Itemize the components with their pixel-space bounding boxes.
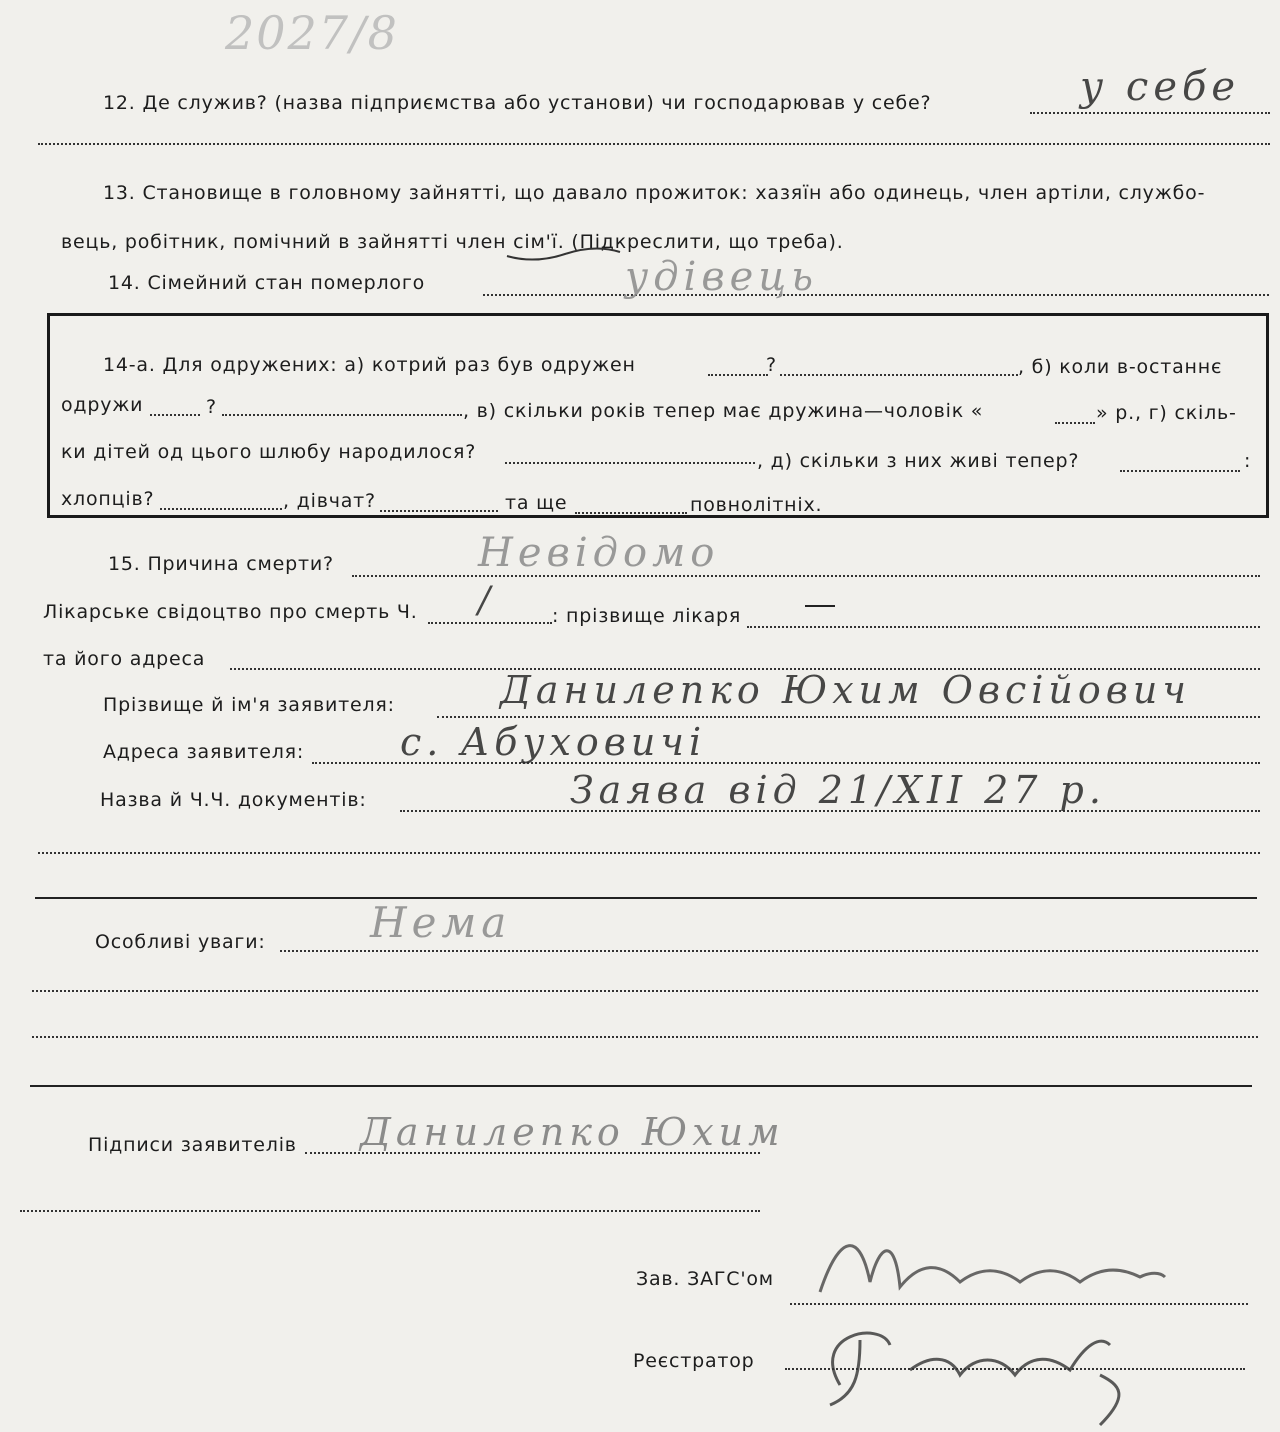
applicant-address-answer: с. Абуховичі	[400, 720, 707, 764]
applicant-address-label: Адреса заявителя:	[103, 741, 305, 763]
applicant-signatures-answer: Данилепко Юхим	[360, 1110, 785, 1154]
q14a-line-3a: ки дітей од цього шлюбу народилося?	[61, 441, 477, 463]
doctor-name-line	[747, 626, 1260, 628]
q14a-qmark-2: ?	[206, 396, 217, 418]
applicant-name-label: Прізвище й ім'я заявителя:	[103, 694, 395, 716]
documents-label: Назва й Ч.Ч. документів:	[100, 789, 367, 811]
q12-continuation-line	[38, 143, 1270, 145]
remarks-line-3	[32, 1036, 1258, 1038]
remarks-line-2	[32, 990, 1258, 992]
q14a-line-4c: та ще	[505, 492, 568, 514]
q13-line-2: вець, робітник, помічний в зайнятті член сім'ї. (Підкреслити, що треба).	[61, 231, 844, 253]
section-divider-1	[35, 897, 1257, 899]
remarks-line-1	[280, 950, 1258, 952]
medical-certificate-label: Лікарське свідоцтво про смерть Ч.	[43, 601, 418, 623]
archive-number: 2027/8	[225, 6, 399, 60]
q14a-dots-6	[505, 462, 755, 464]
q12-fill-line	[1030, 112, 1270, 114]
medical-number-dash: /	[478, 580, 496, 621]
q12-answer: у себе	[1080, 64, 1241, 110]
q14a-dots-7	[1120, 470, 1240, 472]
q14a-line-4a: хлопців?	[61, 488, 155, 510]
remarks-label: Особливі уваги:	[95, 931, 266, 953]
doctor-address-label: та його адреса	[43, 648, 206, 670]
q14a-line-2b: , в) скільки років тепер має дружина—чоловік «	[463, 400, 984, 422]
q14a-dots-10	[575, 512, 687, 514]
q12-label: 12. Де служив? (назва підприємства або установи) чи господарював у себе?	[103, 92, 932, 114]
documents-continuation-line	[38, 852, 1260, 854]
head-zags-signature	[800, 1222, 1180, 1312]
documents-answer: Заява від 21/XII 27 р.	[570, 768, 1106, 812]
q14a-line-4d: повнолітніх.	[690, 494, 823, 516]
q14a-dots-4	[222, 414, 462, 416]
q14a-line-3-colon: :	[1244, 450, 1252, 472]
q14a-dots-5	[1055, 422, 1095, 424]
q13-underline-mark	[505, 246, 625, 266]
applicant-name-answer: Данилепко Юхим Овсійович	[500, 668, 1191, 712]
q14a-line-2c: » р., г) скіль-	[1096, 402, 1237, 424]
applicant-signatures-label: Підписи заявителів	[88, 1134, 297, 1156]
q13-line-1: 13. Становище в головному зайнятті, що давало прожиток: хазяїн або одинець, член артіли, службо-	[103, 182, 1206, 204]
q14a-dots-2	[780, 374, 1018, 376]
q14a-line-2a: одружи	[61, 394, 144, 416]
remarks-answer: Нема	[370, 898, 512, 947]
q14a-qmark-1: ?	[766, 354, 777, 376]
head-zags-label: Зав. ЗАГС'ом	[636, 1268, 774, 1290]
q14a-line-1b: , б) коли в-останнє	[1018, 356, 1223, 378]
q14-answer: удівець	[625, 254, 818, 300]
q14a-dots-3	[150, 414, 200, 416]
q14a-line-4b: , дівчат?	[283, 490, 376, 512]
q15-answer: Невідомо	[478, 530, 720, 576]
section-divider-2	[30, 1085, 1252, 1087]
medical-number-line	[428, 622, 552, 624]
applicant-signatures-line-2	[20, 1210, 760, 1212]
q14a-line-1a: 14-а. Для одружених: а) котрий раз був одружен	[103, 354, 636, 376]
q15-label: 15. Причина смерти?	[108, 553, 334, 575]
doctor-name-dash	[805, 605, 835, 607]
q14-label: 14. Сімейний стан померлого	[108, 272, 426, 294]
q14a-line-3b: , д) скільки з них живі тепер?	[757, 450, 1080, 472]
q14a-dots-9	[380, 510, 498, 512]
registrar-signature	[800, 1315, 1180, 1430]
doctor-name-label: : прізвище лікаря	[552, 605, 742, 627]
registrar-label: Реєстратор	[633, 1350, 755, 1372]
q14a-dots-1	[708, 374, 768, 376]
q14a-dots-8	[160, 508, 282, 510]
q14-fill-line	[483, 294, 1269, 296]
applicant-name-line	[437, 716, 1260, 718]
